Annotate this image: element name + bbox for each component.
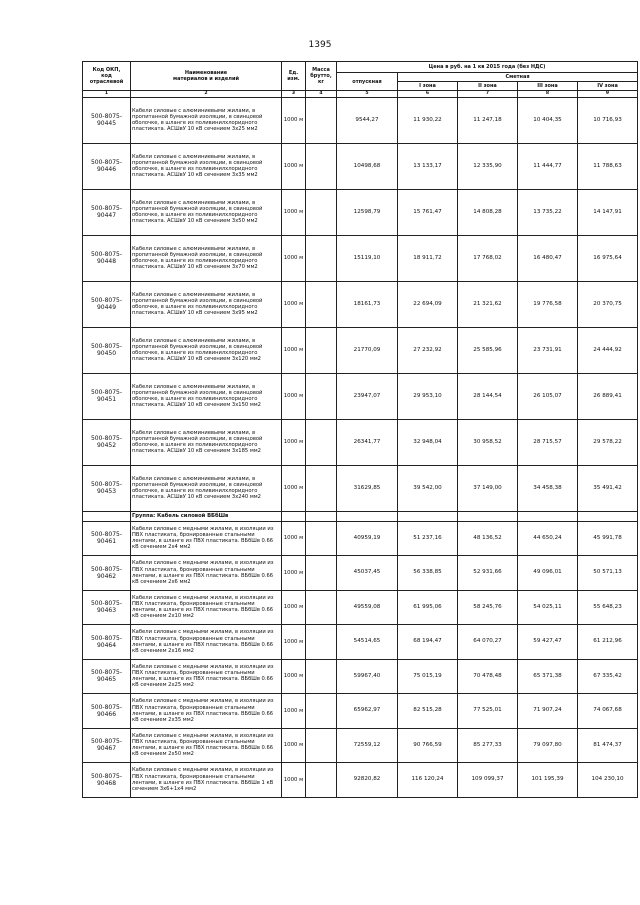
row-release-price: 59967,40 — [337, 659, 398, 694]
row-zone-2-price: 58 245,76 — [458, 590, 518, 625]
table-row — [83, 694, 638, 729]
column-number: 2 — [131, 91, 282, 98]
table-row — [83, 419, 638, 465]
row-code: 500-8075-90461 — [83, 521, 131, 556]
row-zone-4-price: 61 212,96 — [578, 625, 638, 660]
row-zone-1-price: 18 911,72 — [398, 235, 458, 281]
row-code: 500-8075-90449 — [83, 281, 131, 327]
row-zone-4-price: 26 889,41 — [578, 373, 638, 419]
price-table — [82, 61, 638, 798]
row-release-price: 9544,27 — [337, 97, 398, 143]
row-zone-4-price: 29 578,22 — [578, 419, 638, 465]
row-unit: 1000 м — [282, 625, 306, 660]
column-number: 6 — [398, 91, 458, 98]
row-mass — [306, 465, 337, 511]
table-row — [83, 728, 638, 763]
row-unit: 1000 м — [282, 556, 306, 591]
row-zone-1-price: 22 694,09 — [398, 281, 458, 327]
row-mass — [306, 97, 337, 143]
row-name: Кабели силовые с алюминиевыми жилами, в пропитанной бумажной изоляции, в свинцовой оболочке, в шланге из поливинилхлоридного пластиката. АСШвУ 10 кВ сечением 3х25 мм2 — [131, 97, 282, 143]
row-zone-3-price: 65 371,38 — [518, 659, 578, 694]
header-unit: Ед. изм. — [282, 62, 306, 91]
header-price-title: Цена в руб. на 1 кв 2015 года (без НДС) — [337, 62, 638, 73]
row-zone-1-price: 27 232,92 — [398, 327, 458, 373]
row-name: Кабели силовые с алюминиевыми жилами, в пропитанной бумажной изоляции, в свинцовой оболочке, в шланге из поливинилхлоридного пластиката. АСШвУ 10 кВ сечением 3х120 мм2 — [131, 327, 282, 373]
table-row — [83, 659, 638, 694]
row-release-price: 21770,09 — [337, 327, 398, 373]
row-release-price: 15119,10 — [337, 235, 398, 281]
row-mass — [306, 556, 337, 591]
row-mass — [306, 659, 337, 694]
row-zone-2-price: 109 099,37 — [458, 763, 518, 798]
row-zone-1-price: 11 930,22 — [398, 97, 458, 143]
row-zone-1-price: 82 515,28 — [398, 694, 458, 729]
column-number: 3 — [282, 91, 306, 98]
row-release-price: 54514,65 — [337, 625, 398, 660]
page-number: 1395 — [308, 40, 332, 50]
row-code: 500-8075-90451 — [83, 373, 131, 419]
aluminium-rows — [83, 97, 638, 511]
row-zone-4-price: 10 716,93 — [578, 97, 638, 143]
row-zone-4-price: 16 975,64 — [578, 235, 638, 281]
row-code: 500-8075-90468 — [83, 763, 131, 798]
row-name: Кабели силовые с медными жилами, в изоляции из ПВХ пластиката, бронированные стальными лентами, в шланге из ПВХ пластиката. ВБбШв 0.66 кВ сечением 2х25 мм2 — [131, 659, 282, 694]
row-zone-3-price: 23 731,91 — [518, 327, 578, 373]
row-code: 500-8075-90447 — [83, 189, 131, 235]
row-zone-4-price: 45 991,78 — [578, 521, 638, 556]
row-zone-3-price: 71 907,24 — [518, 694, 578, 729]
row-zone-2-price: 85 277,33 — [458, 728, 518, 763]
row-zone-4-price: 104 230,10 — [578, 763, 638, 798]
row-zone-4-price: 11 788,63 — [578, 143, 638, 189]
header-zone-3: III зона — [518, 82, 578, 91]
row-zone-1-price: 13 133,17 — [398, 143, 458, 189]
row-zone-3-price: 34 458,38 — [518, 465, 578, 511]
row-mass — [306, 143, 337, 189]
row-name: Кабели силовые с алюминиевыми жилами, в пропитанной бумажной изоляции, в свинцовой оболочке, в шланге из поливинилхлоридного пластиката. АСШвУ 10 кВ сечением 3х240 мм2 — [131, 465, 282, 511]
row-release-price: 65962,97 — [337, 694, 398, 729]
row-code: 500-8075-90453 — [83, 465, 131, 511]
row-zone-3-price: 16 480,47 — [518, 235, 578, 281]
row-zone-2-price: 21 321,62 — [458, 281, 518, 327]
row-unit: 1000 м — [282, 728, 306, 763]
row-mass — [306, 281, 337, 327]
row-code: 500-8075-90462 — [83, 556, 131, 591]
row-code: 500-8075-90445 — [83, 97, 131, 143]
row-code: 500-8075-90463 — [83, 590, 131, 625]
row-unit: 1000 м — [282, 143, 306, 189]
row-zone-3-price: 101 195,39 — [518, 763, 578, 798]
row-zone-4-price: 55 648,23 — [578, 590, 638, 625]
row-zone-4-price: 35 491,42 — [578, 465, 638, 511]
row-zone-1-price: 39 542,00 — [398, 465, 458, 511]
row-name: Кабели силовые с медными жилами, в изоляции из ПВХ пластиката, бронированные стальными лентами, в шланге из ПВХ пластиката. ВБбШв 0.66 кВ сечением 2х35 мм2 — [131, 694, 282, 729]
table-row — [83, 590, 638, 625]
row-zone-3-price: 13 735,22 — [518, 189, 578, 235]
row-name: Кабели силовые с медными жилами, в изоляции из ПВХ пластиката, бронированные стальными лентами, в шланге из ПВХ пластиката. ВБбШв 0.66 кВ сечением 2х4 мм2 — [131, 521, 282, 556]
table-row — [83, 373, 638, 419]
row-release-price: 31629,85 — [337, 465, 398, 511]
row-unit: 1000 м — [282, 97, 306, 143]
row-zone-3-price: 26 105,07 — [518, 373, 578, 419]
row-zone-3-price: 49 096,01 — [518, 556, 578, 591]
row-code: 500-8075-90448 — [83, 235, 131, 281]
table-row — [83, 281, 638, 327]
row-zone-4-price: 74 067,68 — [578, 694, 638, 729]
row-release-price: 49559,08 — [337, 590, 398, 625]
row-mass — [306, 327, 337, 373]
row-unit: 1000 м — [282, 189, 306, 235]
row-unit: 1000 м — [282, 235, 306, 281]
header-code: Код ОКП, код отраслевой — [83, 62, 131, 91]
row-name: Кабели силовые с алюминиевыми жилами, в пропитанной бумажной изоляции, в свинцовой оболочке, в шланге из поливинилхлоридного пластиката. АСШвУ 10 кВ сечением 3х35 мм2 — [131, 143, 282, 189]
row-zone-2-price: 11 247,18 — [458, 97, 518, 143]
row-name: Кабели силовые с алюминиевыми жилами, в пропитанной бумажной изоляции, в свинцовой оболочке, в шланге из поливинилхлоридного пластиката. АСШвУ 10 кВ сечением 3х70 мм2 — [131, 235, 282, 281]
row-unit: 1000 м — [282, 465, 306, 511]
row-zone-2-price: 28 144,54 — [458, 373, 518, 419]
row-zone-1-price: 32 948,04 — [398, 419, 458, 465]
header-zone-1: I зона — [398, 82, 458, 91]
row-zone-1-price: 56 338,85 — [398, 556, 458, 591]
header-release: отпускная — [337, 73, 398, 91]
row-unit: 1000 м — [282, 521, 306, 556]
row-mass — [306, 419, 337, 465]
header-row-1 — [83, 62, 638, 73]
header-estimate: Сметная — [398, 73, 638, 82]
row-zone-1-price: 29 953,10 — [398, 373, 458, 419]
copper-rows — [83, 521, 638, 797]
row-zone-2-price: 30 958,52 — [458, 419, 518, 465]
row-release-price: 26341,77 — [337, 419, 398, 465]
row-zone-2-price: 12 335,90 — [458, 143, 518, 189]
row-zone-4-price: 20 370,75 — [578, 281, 638, 327]
row-zone-3-price: 19 776,58 — [518, 281, 578, 327]
column-number: 7 — [458, 91, 518, 98]
row-name: Кабели силовые с медными жилами, в изоляции из ПВХ пластиката, бронированные стальными лентами, в шланге из ПВХ пластиката. ВБбШв 1 кВ сечением 3х6+1х4 мм2 — [131, 763, 282, 798]
row-name: Кабели силовые с медными жилами, в изоляции из ПВХ пластиката, бронированные стальными лентами, в шланге из ПВХ пластиката. ВБбШв 0.66 кВ сечением 2х50 мм2 — [131, 728, 282, 763]
column-number: 9 — [578, 91, 638, 98]
row-zone-2-price: 64 070,27 — [458, 625, 518, 660]
row-zone-4-price: 67 335,42 — [578, 659, 638, 694]
row-mass — [306, 590, 337, 625]
row-release-price: 23947,07 — [337, 373, 398, 419]
row-release-price: 92820,82 — [337, 763, 398, 798]
table-row — [83, 556, 638, 591]
row-unit: 1000 м — [282, 373, 306, 419]
row-zone-3-price: 79 097,80 — [518, 728, 578, 763]
table-row — [83, 763, 638, 798]
row-zone-1-price: 68 194,47 — [398, 625, 458, 660]
row-mass — [306, 625, 337, 660]
row-release-price: 45037,45 — [337, 556, 398, 591]
row-zone-3-price: 59 427,47 — [518, 625, 578, 660]
row-zone-2-price: 70 478,48 — [458, 659, 518, 694]
row-zone-4-price: 81 474,37 — [578, 728, 638, 763]
row-mass — [306, 763, 337, 798]
row-name: Кабели силовые с медными жилами, в изоляции из ПВХ пластиката, бронированные стальными лентами, в шланге из ПВХ пластиката. ВБбШв 0.66 кВ сечением 2х10 мм2 — [131, 590, 282, 625]
row-zone-2-price: 17 768,02 — [458, 235, 518, 281]
row-zone-1-price: 61 995,06 — [398, 590, 458, 625]
row-zone-3-price: 11 444,77 — [518, 143, 578, 189]
row-mass — [306, 373, 337, 419]
header-zone-4: IV зона — [578, 82, 638, 91]
row-zone-2-price: 52 931,66 — [458, 556, 518, 591]
table-row — [83, 235, 638, 281]
row-zone-2-price: 14 808,28 — [458, 189, 518, 235]
row-name: Кабели силовые с алюминиевыми жилами, в пропитанной бумажной изоляции, в свинцовой оболочке, в шланге из поливинилхлоридного пластиката. АСШвУ 10 кВ сечением 3х95 мм2 — [131, 281, 282, 327]
row-mass — [306, 728, 337, 763]
row-zone-4-price: 24 444,92 — [578, 327, 638, 373]
row-code: 500-8075-90467 — [83, 728, 131, 763]
table-row — [83, 97, 638, 143]
row-zone-3-price: 54 025,11 — [518, 590, 578, 625]
row-code: 500-8075-90450 — [83, 327, 131, 373]
row-release-price: 10498,68 — [337, 143, 398, 189]
row-zone-2-price: 48 136,52 — [458, 521, 518, 556]
row-code: 500-8075-90452 — [83, 419, 131, 465]
header-name: Наименование материалов и изделий — [131, 62, 282, 91]
row-zone-4-price: 14 147,91 — [578, 189, 638, 235]
row-name: Кабели силовые с алюминиевыми жилами, в пропитанной бумажной изоляции, в свинцовой оболочке, в шланге из поливинилхлоридного пластиката. АСШвУ 10 кВ сечением 3х150 мм2 — [131, 373, 282, 419]
row-code: 500-8075-90464 — [83, 625, 131, 660]
table-row — [83, 625, 638, 660]
row-unit: 1000 м — [282, 281, 306, 327]
row-zone-1-price: 51 237,16 — [398, 521, 458, 556]
row-zone-1-price: 15 761,47 — [398, 189, 458, 235]
row-name: Кабели силовые с медными жилами, в изоляции из ПВХ пластиката, бронированные стальными лентами, в шланге из ПВХ пластиката. ВБбШв 0.66 кВ сечением 2х16 мм2 — [131, 625, 282, 660]
row-unit: 1000 м — [282, 590, 306, 625]
row-mass — [306, 694, 337, 729]
row-mass — [306, 235, 337, 281]
row-zone-3-price: 44 650,24 — [518, 521, 578, 556]
row-code: 500-8075-90446 — [83, 143, 131, 189]
row-release-price: 40959,19 — [337, 521, 398, 556]
table-row — [83, 521, 638, 556]
row-release-price: 12598,79 — [337, 189, 398, 235]
row-zone-1-price: 116 120,24 — [398, 763, 458, 798]
row-unit: 1000 м — [282, 694, 306, 729]
row-zone-2-price: 77 525,01 — [458, 694, 518, 729]
header-mass: Масса брутто, кг — [306, 62, 337, 91]
group-title: Группа: Кабель силовой ВБбШв — [131, 511, 282, 521]
column-number: 1 — [83, 91, 131, 98]
column-number: 4 — [306, 91, 337, 98]
row-code: 500-8075-90466 — [83, 694, 131, 729]
column-number: 5 — [337, 91, 398, 98]
row-code: 500-8075-90465 — [83, 659, 131, 694]
group-row — [83, 511, 638, 521]
row-release-price: 18161,73 — [337, 281, 398, 327]
table-row — [83, 143, 638, 189]
row-zone-4-price: 50 571,13 — [578, 556, 638, 591]
row-name: Кабели силовые с алюминиевыми жилами, в пропитанной бумажной изоляции, в свинцовой оболочке, в шланге из поливинилхлоридного пластиката. АСШвУ 10 кВ сечением 3х50 мм2 — [131, 189, 282, 235]
row-zone-2-price: 25 585,96 — [458, 327, 518, 373]
table-row — [83, 327, 638, 373]
row-zone-2-price: 37 149,00 — [458, 465, 518, 511]
row-zone-3-price: 10 404,35 — [518, 97, 578, 143]
header-zone-2: II зона — [458, 82, 518, 91]
group-section — [83, 511, 638, 521]
row-unit: 1000 м — [282, 763, 306, 798]
row-release-price: 72559,12 — [337, 728, 398, 763]
row-zone-1-price: 75 015,19 — [398, 659, 458, 694]
table-row — [83, 465, 638, 511]
row-unit: 1000 м — [282, 327, 306, 373]
table-row — [83, 189, 638, 235]
row-mass — [306, 521, 337, 556]
row-mass — [306, 189, 337, 235]
row-zone-3-price: 28 715,57 — [518, 419, 578, 465]
column-number: 8 — [518, 91, 578, 98]
row-unit: 1000 м — [282, 659, 306, 694]
row-name: Кабели силовые с алюминиевыми жилами, в пропитанной бумажной изоляции, в свинцовой оболочке, в шланге из поливинилхлоридного пластиката. АСШвУ 10 кВ сечением 3х185 мм2 — [131, 419, 282, 465]
row-zone-1-price: 90 766,59 — [398, 728, 458, 763]
row-unit: 1000 м — [282, 419, 306, 465]
row-name: Кабели силовые с медными жилами, в изоляции из ПВХ пластиката, бронированные стальными лентами, в шланге из ПВХ пластиката. ВБбШв 0.66 кВ сечением 2х6 мм2 — [131, 556, 282, 591]
